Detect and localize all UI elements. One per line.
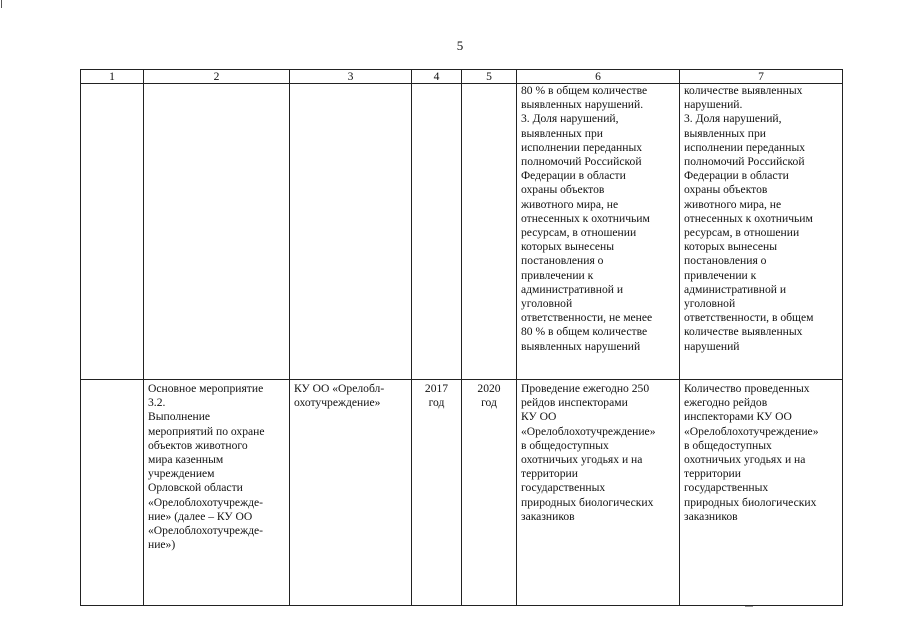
cell-line: государственных — [521, 481, 606, 495]
activity-cell — [144, 380, 290, 606]
table-row — [81, 84, 843, 380]
cell-line: «Орелоблохотучреждение» — [521, 424, 656, 438]
column-header: 3 — [290, 70, 412, 84]
table-cell — [462, 84, 517, 380]
cell-line: привлечении к — [521, 268, 594, 282]
cell-line: административной и — [684, 282, 787, 296]
cell-line: Орловской области — [148, 481, 243, 495]
indicator-cell — [680, 380, 843, 606]
cell-line: природных биологических — [684, 495, 817, 509]
cell-line: отнесенных к охотничьим — [521, 211, 650, 225]
cell-line: 3. Доля нарушений, — [521, 112, 619, 126]
cell-line: ресурсам, в отношении — [521, 226, 637, 240]
cell-line: заказников — [521, 509, 575, 523]
cell-line: выявленных нарушений. — [521, 98, 644, 112]
cell-line: исполнении переданных — [521, 140, 643, 154]
cell-line: мероприятий по охране — [148, 424, 265, 438]
cell-line: ответственности, не менее — [521, 311, 653, 325]
table-cell — [81, 380, 144, 606]
cell-line: год — [428, 396, 445, 410]
cell-line: территории — [521, 467, 578, 481]
cell-line: заказников — [684, 509, 738, 523]
cell-line: ежегодно рейдов — [684, 396, 768, 410]
cell-line: административной и — [521, 282, 624, 296]
cell-line: природных биологических — [521, 495, 654, 509]
cell-line: которых вынесены — [684, 240, 778, 254]
cell-line: Количество проведенных — [684, 382, 810, 395]
cell-line: количестве выявленных — [684, 325, 803, 339]
cell-line: Основное мероприятие — [148, 382, 264, 395]
cell-line: Федерации в области — [521, 169, 626, 183]
cell-line: животного мира, не — [521, 197, 619, 211]
cell-line: постановления о — [684, 254, 767, 268]
column-header: 4 — [412, 70, 462, 84]
cell-line: государственных — [684, 481, 769, 495]
table-cell — [144, 84, 290, 380]
cell-line: исполнении переданных — [684, 140, 806, 154]
cell-line: количестве выявленных — [684, 84, 803, 97]
cell-line: «Орелоблохотучрежде- — [148, 524, 263, 538]
column-header: 6 — [517, 70, 680, 84]
cell-line: Федерации в области — [684, 169, 789, 183]
cell-line: 2017 — [424, 382, 449, 395]
cell-line: животного мира, не — [684, 197, 782, 211]
cell-line: охраны объектов — [684, 183, 768, 197]
cell-line: 80 % в общем количестве — [521, 84, 648, 97]
indicator-cell — [517, 84, 680, 380]
cell-line: ние» (далее – КУ ОО — [148, 509, 253, 523]
cell-line: постановления о — [521, 254, 604, 268]
cell-line: год — [481, 396, 497, 410]
column-header: 7 — [680, 70, 843, 84]
scan-mark — [745, 606, 753, 607]
cell-line: учреждением — [148, 467, 215, 481]
cell-line: КУ ОО «Орелобл- — [294, 382, 385, 395]
cell-line: ответственности, в общем — [684, 311, 814, 325]
cell-line: инспекторами КУ ОО — [684, 410, 792, 424]
table-cell — [81, 84, 144, 380]
cell-line: полномочий Российской — [684, 155, 805, 169]
page-number: 5 — [456, 38, 464, 53]
cell-line: в общедоступных — [684, 438, 772, 452]
table-cell — [412, 84, 462, 380]
cell-line: выявленных при — [684, 126, 766, 140]
indicator-cell — [680, 84, 843, 380]
table-cell — [290, 84, 412, 380]
cell-line: охраны объектов — [521, 183, 605, 197]
cell-line: 3. Доля нарушений, — [684, 112, 782, 126]
cell-line: охотничьих угодьях и на — [684, 453, 806, 467]
cell-line: «Орелоблохотучрежде- — [148, 495, 263, 509]
cell-line: Проведение ежегодно 250 — [521, 382, 650, 395]
plan-table — [80, 69, 843, 606]
cell-line: отнесенных к охотничьим — [684, 211, 813, 225]
cell-line: которых вынесены — [521, 240, 615, 254]
cell-line: выявленных нарушений — [521, 339, 641, 353]
cell-line: нарушений. — [684, 98, 743, 112]
table-row — [81, 380, 843, 606]
column-header: 1 — [81, 70, 144, 84]
cell-line: привлечении к — [684, 268, 757, 282]
cell-line: ресурсам, в отношении — [684, 226, 800, 240]
executor-cell — [290, 380, 412, 606]
cell-line: территории — [684, 467, 741, 481]
cell-line: ние») — [148, 538, 176, 552]
column-header: 5 — [462, 70, 517, 84]
cell-line: уголовной — [521, 297, 573, 311]
table-header-row — [81, 70, 843, 84]
cell-line: объектов животного — [148, 438, 248, 452]
cell-line: уголовной — [684, 297, 736, 311]
cell-line: рейдов инспекторами — [521, 396, 628, 410]
scan-mark — [1, 0, 2, 8]
cell-line: КУ ОО — [521, 410, 557, 424]
cell-line: Выполнение — [148, 410, 211, 424]
cell-line: охотничьих угодьях и на — [521, 453, 643, 467]
end-year-cell — [462, 380, 517, 606]
start-year-cell — [412, 380, 462, 606]
cell-line: мира казенным — [148, 453, 224, 467]
cell-line: выявленных при — [521, 126, 603, 140]
expected-result-cell — [517, 380, 680, 606]
cell-line: 3.2. — [148, 396, 166, 410]
cell-line: «Орелоблохотучреждение» — [684, 424, 819, 438]
cell-line: 2020 — [477, 382, 501, 395]
cell-line: полномочий Российской — [521, 155, 642, 169]
cell-line: охотучреждение» — [294, 396, 381, 410]
column-header: 2 — [144, 70, 290, 84]
cell-line: в общедоступных — [521, 438, 609, 452]
cell-line: нарушений — [684, 339, 740, 353]
cell-line: 80 % в общем количестве — [521, 325, 648, 339]
